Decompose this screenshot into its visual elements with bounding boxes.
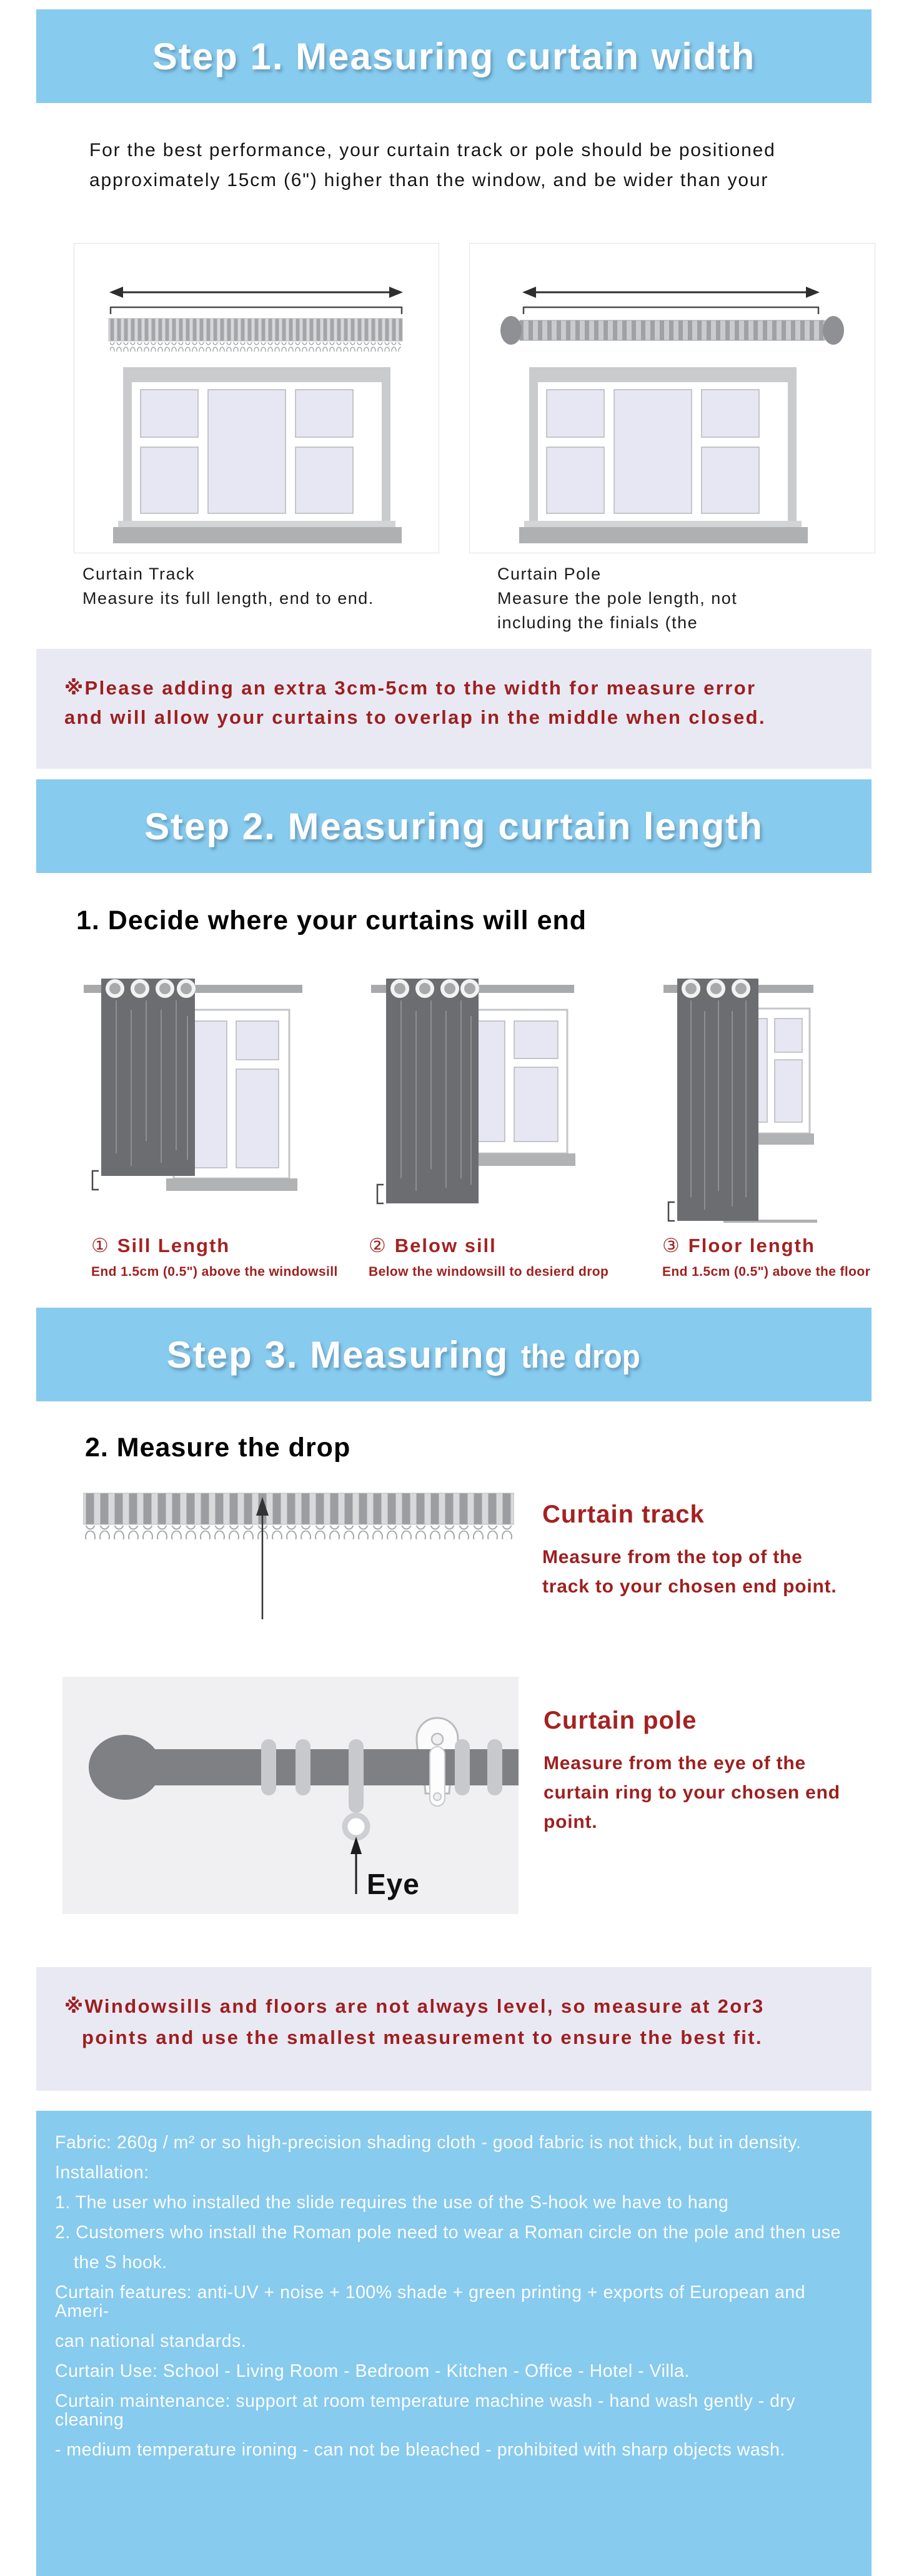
floor-length-title: Floor length <box>688 1235 815 1256</box>
track-measure-title: Curtain track <box>542 1501 705 1528</box>
eye-label: Eye <box>367 1868 420 1900</box>
option-floor-length <box>661 972 871 1280</box>
pole-measure-text <box>544 1677 840 1914</box>
step1-title: Step 1. Measuring curtain width <box>152 35 756 77</box>
curtain-pole-figure <box>469 243 875 553</box>
curtain-pole-window-illustration <box>470 244 875 553</box>
below-sill-desc: Below the windowsill to desierd drop <box>369 1265 609 1279</box>
track-caption-title: Curtain Track <box>82 565 196 583</box>
sill-length-curtain-illustration <box>80 972 311 1227</box>
pole-caption-line2: including the finials (the <box>497 613 698 632</box>
pole-caption-line1: Measure the pole length, not <box>497 589 738 608</box>
curtain-track-window-illustration <box>74 244 439 553</box>
step3-subheading: 2. Measure the drop <box>85 1433 351 1463</box>
option-below-sill <box>367 972 609 1280</box>
circled-number-2: ② <box>369 1235 387 1257</box>
step1-figure-row <box>74 243 872 553</box>
track-caption <box>74 562 437 635</box>
step2-options-row <box>80 972 872 1280</box>
circled-number-3: ③ <box>662 1235 681 1257</box>
width-note-line1: ※Please adding an extra 3cm-5cm to the width for measure error <box>64 677 757 699</box>
footer-features-cont: can national standards. <box>55 2331 247 2351</box>
floor-length-desc: End 1.5cm (0.5") above the floor <box>662 1265 871 1279</box>
intro-line-1: For the best performance, your curtain track or pole should be positioned <box>89 140 776 160</box>
pole-measure-title: Curtain pole <box>544 1707 697 1734</box>
footer-fabric-line: Fabric: 260g / m² or so high-precision shading cloth - good fabric is not thick, but in density. <box>55 2133 802 2153</box>
track-caption-text: Measure its full length, end to end. <box>82 589 374 608</box>
footer-install-step2-cont: the S hook. <box>74 2253 167 2273</box>
curtain-track-closeup-illustration <box>83 1489 514 1624</box>
pole-measure-line2: curtain ring to your chosen end <box>544 1782 840 1803</box>
level-note-line2: points and use the smallest measurement to ensure the best fit. <box>82 2026 763 2048</box>
below-sill-title: Below sill <box>394 1235 497 1256</box>
pole-measure-line3: point. <box>544 1812 598 1832</box>
step1-caption-row <box>74 562 872 635</box>
width-note-box <box>36 649 872 769</box>
footer-install-step2: 2. Customers who install the Roman pole need to wear a Roman circle on the pole and then use <box>55 2223 841 2243</box>
product-info-footer <box>36 2111 872 2576</box>
below-sill-caption <box>367 1235 609 1280</box>
floor-length-caption <box>661 1235 871 1280</box>
step3-title-main: Step 3. Measuring <box>166 1333 509 1376</box>
step1-header-band <box>36 9 872 103</box>
intro-line-2: approximately 15cm (6") higher than the window, and be wider than your <box>89 170 769 190</box>
step3-header-band <box>36 1308 872 1401</box>
pole-measure-block <box>62 1677 872 1914</box>
pole-measure-line1: Measure from the eye of the <box>544 1753 807 1774</box>
footer-install-step1: 1. The user who installed the slide requires the use of the S-hook we have to hang <box>55 2193 729 2213</box>
pole-illustration-wrap <box>62 1677 519 1914</box>
step1-intro-paragraph <box>89 136 872 195</box>
track-measure-block <box>83 1489 872 1624</box>
sill-length-title: Sill Length <box>117 1235 231 1256</box>
footer-features-line: Curtain features: anti-UV + noise + 100% shade + green printing + exports of European and Ameri- <box>55 2282 806 2321</box>
pole-caption <box>467 562 872 635</box>
step2-title: Step 2. Measuring curtain length <box>144 805 763 847</box>
track-measure-line1: Measure from the top of the <box>542 1547 803 1567</box>
step2-header-band <box>36 779 872 873</box>
footer-maintenance-cont: - medium temperature ironing - can not be bleached - prohibited with sharp objects wash. <box>55 2440 785 2460</box>
level-note-box <box>36 1967 872 2091</box>
pole-caption-title: Curtain Pole <box>497 565 602 583</box>
width-note-line2: and will allow your curtains to overlap in the middle when closed. <box>64 706 767 728</box>
footer-use-line: Curtain Use: School - Living Room - Bedroom - Kitchen - Office - Hotel - Villa. <box>55 2361 690 2381</box>
circled-number-1: ① <box>91 1235 110 1257</box>
level-note-line1: ※Windowsills and floors are not always level, so measure at 2or3 <box>64 1995 765 2017</box>
floor-length-curtain-illustration <box>661 972 817 1227</box>
curtain-pole-eye-illustration <box>62 1677 519 1914</box>
footer-installation-label: Installation: <box>55 2163 149 2183</box>
sill-length-desc: End 1.5cm (0.5") above the windowsill <box>91 1265 338 1279</box>
track-measure-text <box>542 1489 837 1624</box>
option-sill-length <box>80 972 338 1280</box>
footer-maintenance-line: Curtain maintenance: support at room temperature machine wash - hand wash gently - dry cleaning <box>55 2391 796 2430</box>
curtain-track-figure <box>74 243 439 553</box>
below-sill-curtain-illustration <box>367 972 580 1227</box>
step3-title-sub: the drop <box>521 1338 641 1375</box>
sill-length-caption <box>80 1235 338 1280</box>
step2-subheading: 1. Decide where your curtains will end <box>76 906 587 935</box>
track-measure-line2: track to your chosen end point. <box>542 1576 837 1597</box>
